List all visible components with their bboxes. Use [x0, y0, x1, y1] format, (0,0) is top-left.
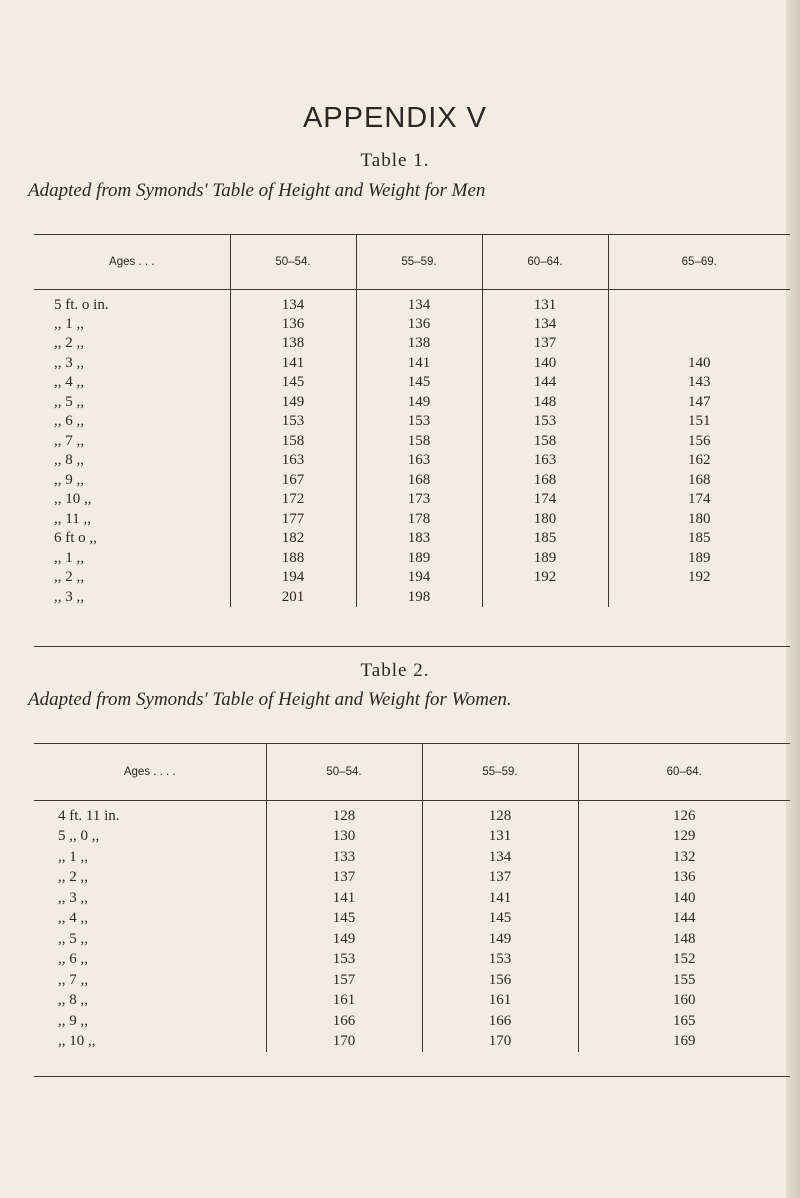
weight-cell: 180	[482, 510, 608, 530]
age-cell: ,, 6 ,,	[58, 951, 88, 968]
table-2-caption: Table 2.	[360, 660, 430, 681]
column-header: 55–59.	[356, 235, 482, 289]
table-row	[34, 929, 790, 950]
weight-cell: 141	[230, 354, 356, 374]
men-table	[34, 235, 790, 607]
weight-cell: 147	[608, 393, 790, 413]
table-row	[34, 334, 790, 354]
weight-cell: 163	[356, 451, 482, 471]
table-row	[34, 909, 790, 930]
weight-cell: 153	[230, 412, 356, 432]
column-header: 55–59.	[422, 744, 578, 800]
weight-cell: 153	[422, 950, 578, 971]
weight-cell: 201	[230, 588, 356, 608]
weight-cell: 140	[608, 354, 790, 374]
weight-cell: 156	[608, 432, 790, 452]
weight-cell: 126	[578, 800, 790, 827]
weight-cell: 198	[356, 588, 482, 608]
table-2-bottom-rule	[34, 1076, 790, 1077]
age-cell: ,, 9 ,,	[58, 1012, 88, 1029]
weight-cell: 163	[230, 451, 356, 471]
table-row	[34, 412, 790, 432]
column-header: 65–69.	[608, 235, 790, 289]
weight-cell: 144	[578, 909, 790, 930]
weight-cell: 145	[422, 909, 578, 930]
age-cell: ,, 10 ,,	[54, 491, 92, 508]
weight-cell: 145	[356, 373, 482, 393]
table-row	[34, 1011, 790, 1032]
age-cell: ,, 11 ,,	[54, 510, 91, 527]
age-cell: ,, 8 ,,	[54, 452, 84, 469]
weight-cell: 137	[482, 334, 608, 354]
age-cell: ,, 2 ,,	[54, 335, 84, 352]
weight-cell: 189	[608, 549, 790, 569]
weight-cell: 162	[608, 451, 790, 471]
weight-cell: 183	[356, 529, 482, 549]
table-1-bottom-rule	[34, 646, 790, 647]
weight-cell: 152	[578, 950, 790, 971]
weight-cell: 188	[230, 549, 356, 569]
weight-cell: 172	[230, 490, 356, 510]
age-cell: ,, 3 ,,	[58, 889, 88, 906]
weight-cell: 153	[482, 412, 608, 432]
table-row	[34, 451, 790, 471]
weight-cell: 185	[482, 529, 608, 549]
table-row	[34, 568, 790, 588]
weight-cell: 166	[266, 1011, 422, 1032]
weight-cell: 163	[482, 451, 608, 471]
age-cell: ,, 8 ,,	[58, 992, 88, 1009]
weight-cell: 155	[578, 970, 790, 991]
table-row	[34, 888, 790, 909]
age-cell: ,, 7 ,,	[54, 432, 84, 449]
table-row	[34, 991, 790, 1012]
age-cell: 4 ft. 11 in.	[58, 808, 120, 824]
column-header: 60–64.	[578, 744, 790, 800]
weight-cell: 141	[266, 888, 422, 909]
weight-cell: 134	[230, 289, 356, 315]
weight-cell: 140	[482, 354, 608, 374]
weight-cell: 160	[578, 991, 790, 1012]
weight-cell: 134	[482, 315, 608, 335]
weight-cell: 129	[578, 827, 790, 848]
age-cell: ,, 9 ,,	[54, 471, 84, 488]
age-cell: ,, 3 ,,	[54, 588, 84, 605]
table-row	[34, 373, 790, 393]
weight-cell: 194	[230, 568, 356, 588]
weight-cell: 177	[230, 510, 356, 530]
age-cell: ,, 2 ,,	[54, 569, 84, 586]
weight-cell: 149	[266, 929, 422, 950]
weight-cell	[608, 289, 790, 315]
age-cell: ,, 1 ,,	[54, 315, 84, 332]
weight-cell: 141	[356, 354, 482, 374]
column-header: Ages . . .	[34, 235, 230, 289]
table-row	[34, 471, 790, 491]
weight-cell: 168	[482, 471, 608, 491]
age-cell: ,, 7 ,,	[58, 971, 88, 988]
column-header: Ages . . . .	[34, 744, 266, 800]
weight-cell: 158	[482, 432, 608, 452]
weight-cell: 161	[266, 991, 422, 1012]
weight-cell: 134	[356, 289, 482, 315]
weight-cell: 130	[266, 827, 422, 848]
table-row	[34, 315, 790, 335]
weight-cell: 132	[578, 847, 790, 868]
weight-cell: 133	[266, 847, 422, 868]
age-cell: ,, 4 ,,	[54, 374, 84, 391]
weight-cell	[482, 588, 608, 608]
weight-cell: 149	[356, 393, 482, 413]
weight-cell: 156	[422, 970, 578, 991]
weight-cell: 168	[356, 471, 482, 491]
weight-cell: 144	[482, 373, 608, 393]
age-cell: ,, 3 ,,	[54, 354, 84, 371]
weight-cell: 136	[356, 315, 482, 335]
weight-cell: 173	[356, 490, 482, 510]
weight-cell: 131	[482, 289, 608, 315]
table-2-subtitle: Adapted from Symonds' Table of Height and Weight for Women.	[28, 689, 512, 710]
weight-cell: 128	[266, 800, 422, 827]
weight-cell: 153	[356, 412, 482, 432]
weight-cell: 189	[356, 549, 482, 569]
weight-cell: 192	[608, 568, 790, 588]
weight-cell: 192	[482, 568, 608, 588]
age-cell: 5 ,, 0 ,,	[58, 828, 100, 845]
table-row	[34, 827, 790, 848]
column-header: 50–54.	[230, 235, 356, 289]
weight-cell: 189	[482, 549, 608, 569]
table-row	[34, 289, 790, 315]
weight-cell	[608, 315, 790, 335]
weight-cell: 145	[266, 909, 422, 930]
table-row	[34, 393, 790, 413]
column-header: 50–54.	[266, 744, 422, 800]
weight-cell: 137	[422, 868, 578, 889]
age-cell: ,, 5 ,,	[58, 930, 88, 947]
weight-cell: 161	[422, 991, 578, 1012]
weight-cell: 185	[608, 529, 790, 549]
age-cell: ,, 1 ,,	[54, 549, 84, 566]
weight-cell: 131	[422, 827, 578, 848]
weight-cell	[608, 334, 790, 354]
weight-cell: 136	[578, 868, 790, 889]
table-row	[34, 432, 790, 452]
weight-cell: 148	[578, 929, 790, 950]
table-row	[34, 529, 790, 549]
weight-cell: 138	[356, 334, 482, 354]
weight-cell: 158	[230, 432, 356, 452]
table-row	[34, 868, 790, 889]
weight-cell: 180	[608, 510, 790, 530]
weight-cell: 157	[266, 970, 422, 991]
age-cell: ,, 5 ,,	[54, 393, 84, 410]
age-cell: 5 ft. o in.	[54, 296, 109, 313]
table-row	[34, 549, 790, 569]
table-row	[34, 588, 790, 608]
weight-cell: 165	[578, 1011, 790, 1032]
weight-cell: 182	[230, 529, 356, 549]
women-table	[34, 744, 790, 1052]
age-cell: ,, 1 ,,	[58, 848, 88, 865]
table-row	[34, 847, 790, 868]
age-cell: ,, 2 ,,	[58, 869, 88, 886]
weight-cell: 194	[356, 568, 482, 588]
table-1-subtitle: Adapted from Symonds' Table of Height and Weight for Men	[28, 180, 486, 201]
weight-cell: 158	[356, 432, 482, 452]
weight-cell: 138	[230, 334, 356, 354]
age-cell: ,, 6 ,,	[54, 413, 84, 430]
column-header: 60–64.	[482, 235, 608, 289]
table-row	[34, 950, 790, 971]
weight-cell: 170	[266, 1032, 422, 1053]
table-row	[34, 1032, 790, 1053]
table-row	[34, 510, 790, 530]
weight-cell: 153	[266, 950, 422, 971]
weight-cell: 174	[482, 490, 608, 510]
appendix-heading: APPENDIX V	[302, 102, 488, 134]
weight-cell: 141	[422, 888, 578, 909]
weight-cell: 148	[482, 393, 608, 413]
weight-cell: 169	[578, 1032, 790, 1053]
table-1-caption: Table 1.	[360, 150, 430, 171]
weight-cell: 140	[578, 888, 790, 909]
weight-cell: 136	[230, 315, 356, 335]
table-row	[34, 970, 790, 991]
weight-cell: 149	[230, 393, 356, 413]
weight-cell: 145	[230, 373, 356, 393]
weight-cell: 134	[422, 847, 578, 868]
weight-cell: 174	[608, 490, 790, 510]
weight-cell: 168	[608, 471, 790, 491]
weight-cell: 149	[422, 929, 578, 950]
age-cell: ,, 10 ,,	[58, 1033, 96, 1050]
table-row	[34, 490, 790, 510]
weight-cell: 170	[422, 1032, 578, 1053]
weight-cell: 178	[356, 510, 482, 530]
weight-cell: 166	[422, 1011, 578, 1032]
weight-cell: 143	[608, 373, 790, 393]
weight-cell: 167	[230, 471, 356, 491]
table-row	[34, 354, 790, 374]
age-cell: ,, 4 ,,	[58, 910, 88, 927]
weight-cell	[608, 588, 790, 608]
weight-cell: 151	[608, 412, 790, 432]
age-cell: 6 ft o ,,	[54, 530, 97, 547]
table-row	[34, 800, 790, 827]
weight-cell: 137	[266, 868, 422, 889]
weight-cell: 128	[422, 800, 578, 827]
